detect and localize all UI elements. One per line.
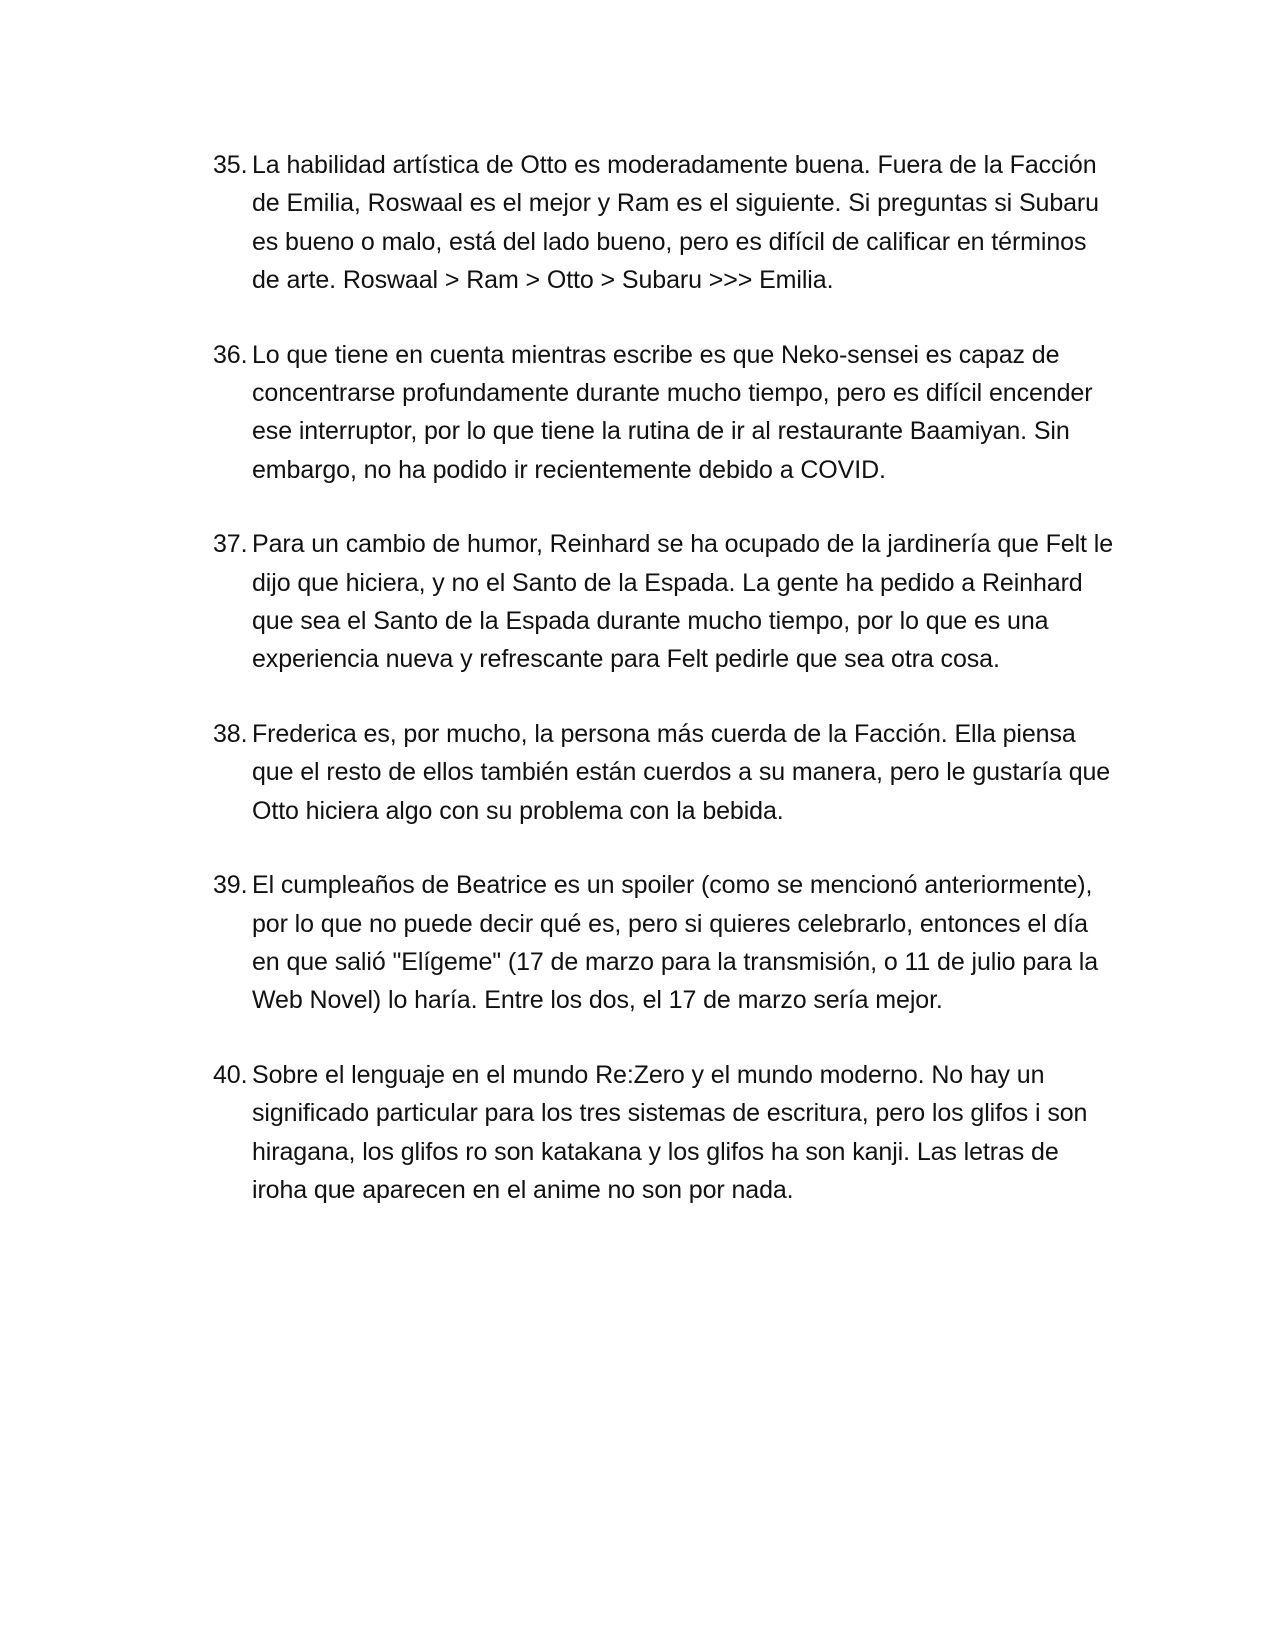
item-number: 38. (213, 719, 248, 748)
item-text: Para un cambio de humor, Reinhard se ha ocupado de la jardinería que Felt le dijo que hiciera, y no el Santo de la Espada. La gente ha pedido a Reinhard que sea el Santo de la Espada durante mucho tiempo, por lo que es una experiencia nueva y refrescante para Felt pedirle que sea otra cosa. (252, 530, 1114, 674)
numbered-list (213, 146, 1113, 1245)
list-item-39 (213, 866, 1113, 1020)
item-text: La habilidad artística de Otto es moderadamente buena. Fuera de la Facción de Emilia, Roswaal es el mejor y Ram es el siguiente. Si preguntas si Subaru es bueno o malo, está del lado bueno, pero es difícil de calificar en términos de arte. Roswaal > Ram > Otto > Subaru >>> Emilia. (252, 151, 1099, 295)
item-number: 37. (213, 530, 248, 559)
list-item-35 (213, 146, 1113, 300)
list-item-36 (213, 336, 1113, 490)
item-text: Sobre el lenguaje en el mundo Re:Zero y el mundo moderno. No hay un significado particular para los tres sistemas de escritura, pero los glifos i son hiragana, los glifos ro son katakana y los glifos ha son kanji. Las letras de iroha que aparecen en el anime no son por nada. (252, 1060, 1088, 1204)
item-number: 39. (213, 871, 248, 900)
item-number: 35. (213, 151, 248, 179)
item-text: Frederica es, por mucho, la persona más cuerda de la Facción. Ella piensa que el resto de ellos también están cuerdos a su manera, pero le gustaría que Otto hiciera algo con su problema con la bebida. (252, 719, 1111, 825)
item-number: 40. (213, 1060, 248, 1089)
item-number: 36. (213, 340, 248, 369)
item-text: Lo que tiene en cuenta mientras escribe es que Neko-sensei es capaz de concentrarse profundamente durante mucho tiempo, pero es difícil encender ese interruptor, por lo que tiene la rutina de ir al restaurante Baamiyan. Sin embargo, no ha podido ir recientemente debido a COVID. (252, 340, 1093, 484)
list-item-37 (213, 525, 1113, 679)
list-item-38 (213, 715, 1113, 830)
item-text: El cumpleaños de Beatrice es un spoiler (como se mencionó anteriormente), por lo que no puede decir qué es, pero si quieres celebrarlo, entonces el día en que salió "Elígeme" (17 de marzo para la transmisión, o 11 de julio para la Web Novel) lo haría. Entre los dos, el 17 de marzo sería mejor. (252, 871, 1099, 1015)
list-item-40 (213, 1056, 1113, 1210)
